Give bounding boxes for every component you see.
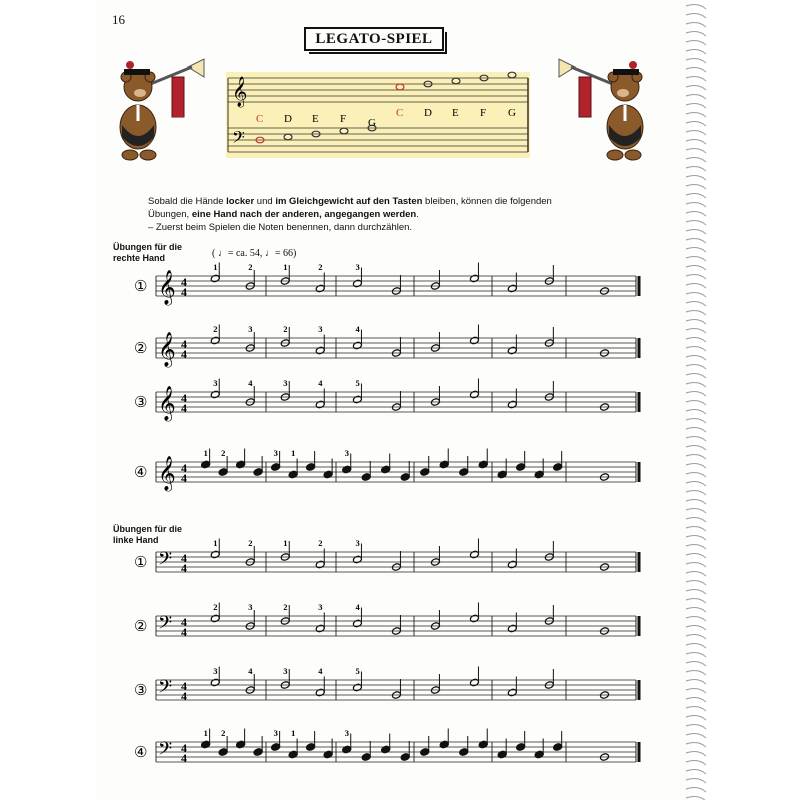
- exercise-number: ①: [134, 555, 148, 571]
- chart-letter-treble-e: E: [452, 107, 459, 119]
- fingering-number: 1: [291, 448, 296, 458]
- note-head: [210, 390, 220, 399]
- exercise-staff-rh-3: [134, 378, 639, 422]
- fingering-number: 3: [283, 378, 288, 388]
- note-head: [218, 748, 228, 757]
- fingering-number: 3: [213, 378, 218, 388]
- fingering-number: 5: [355, 666, 360, 676]
- exercise-number: ②: [134, 619, 148, 635]
- note-head: [553, 463, 563, 472]
- note-head: [352, 555, 362, 564]
- note-head: [507, 400, 517, 409]
- note-head: [534, 470, 544, 479]
- fingering-number: 3: [283, 666, 288, 676]
- note-head: [253, 748, 263, 757]
- note-head: [459, 748, 469, 757]
- note-head: [352, 395, 362, 404]
- exercise-staff-rh-2: [134, 324, 639, 368]
- note-head: [253, 468, 263, 477]
- fingering-number: 2: [248, 262, 253, 272]
- note-head: [507, 284, 517, 293]
- fingering-number: 2: [221, 448, 226, 458]
- note-head: [507, 560, 517, 569]
- time-signature-bottom: 4: [181, 751, 187, 765]
- note-head: [534, 750, 544, 759]
- chart-letter-bass-g: G: [368, 117, 376, 129]
- note-head: [507, 346, 517, 355]
- fingering-number: 3: [248, 602, 253, 612]
- time-signature-top: 4: [181, 741, 187, 755]
- fingering-number: 2: [213, 324, 218, 334]
- chart-bass-clef-icon: 𝄢: [232, 129, 245, 151]
- chart-treble-clef-icon: 𝄞: [232, 77, 248, 106]
- note-head: [459, 468, 469, 477]
- time-signature-bottom: 4: [181, 401, 187, 415]
- fingering-number: 3: [248, 324, 253, 334]
- fingering-number: 3: [355, 262, 360, 272]
- time-signature-top: 4: [181, 615, 187, 629]
- exercise-number: ④: [134, 745, 148, 761]
- exercise-number: ①: [134, 279, 148, 295]
- note-head: [288, 750, 298, 759]
- chart-letter-treble-c: C: [396, 107, 404, 119]
- left-hand-section-label: Übungen für die linke Hand: [113, 524, 182, 545]
- note-head: [210, 614, 220, 623]
- note-head: [315, 624, 325, 633]
- note-head: [342, 745, 352, 754]
- fingering-number: 1: [283, 538, 288, 548]
- treble-clef-icon: 𝄞: [158, 271, 176, 304]
- note-head: [323, 750, 333, 759]
- time-signature-top: 4: [181, 551, 187, 565]
- fingering-number: 4: [248, 378, 253, 388]
- fingering-number: 1: [291, 728, 296, 738]
- chart-letter-bass-c: C: [256, 113, 264, 125]
- fingering-number: 3: [318, 602, 323, 612]
- note-head: [352, 683, 362, 692]
- note-head: [210, 678, 220, 687]
- fingering-number: 3: [355, 538, 360, 548]
- fingering-number: 2: [318, 538, 323, 548]
- chart-letter-bass-d: D: [284, 113, 292, 125]
- time-signature-bottom: 4: [181, 561, 187, 575]
- note-head: [497, 470, 507, 479]
- intro-line-2: Übungen, eine Hand nach der anderen, angegangen werden.: [148, 209, 419, 220]
- time-signature-top: 4: [181, 337, 187, 351]
- note-head: [469, 274, 479, 283]
- fingering-number: 5: [355, 378, 360, 388]
- fingering-number: 1: [283, 262, 288, 272]
- time-signature-top: 4: [181, 679, 187, 693]
- fingering-number: 1: [203, 448, 208, 458]
- note-head: [516, 743, 526, 752]
- time-signature-bottom: 4: [181, 347, 187, 361]
- note-head: [201, 740, 211, 749]
- note-head: [271, 463, 281, 472]
- treble-clef-icon: 𝄞: [158, 333, 176, 366]
- chart-letter-bass-e: E: [312, 113, 319, 125]
- fingering-number: 4: [248, 666, 253, 676]
- fingering-number: 2: [283, 602, 288, 612]
- exercise-number: ④: [134, 465, 148, 481]
- note-head: [497, 750, 507, 759]
- treble-clef-icon: 𝄞: [158, 387, 176, 420]
- exercise-staff-rh-1: [134, 262, 639, 306]
- note-head: [469, 678, 479, 687]
- time-signature-bottom: 4: [181, 625, 187, 639]
- intro-line-3: – Zuerst beim Spielen die Noten benennen, dann durchzählen.: [148, 222, 413, 233]
- note-head: [381, 465, 391, 474]
- note-head: [210, 274, 220, 283]
- bass-clef-icon: 𝄢: [158, 612, 173, 637]
- time-signature-bottom: 4: [181, 471, 187, 485]
- fingering-number: 3: [344, 448, 349, 458]
- note-head: [210, 336, 220, 345]
- exercise-staff-rh-4: [134, 448, 639, 492]
- bass-clef-icon: 𝄢: [158, 548, 173, 573]
- treble-clef-icon: 𝄞: [158, 457, 176, 490]
- note-head: [288, 470, 298, 479]
- note-head: [469, 550, 479, 559]
- note-head: [271, 743, 281, 752]
- note-head: [469, 336, 479, 345]
- note-head: [236, 740, 246, 749]
- exercise-number: ③: [134, 683, 148, 699]
- note-head: [381, 745, 391, 754]
- chart-letter-treble-d: D: [424, 107, 432, 119]
- note-head: [361, 473, 371, 482]
- fingering-number: 3: [344, 728, 349, 738]
- fingering-number: 4: [318, 378, 323, 388]
- note-head: [315, 400, 325, 409]
- note-head: [315, 284, 325, 293]
- fingering-number: 4: [355, 602, 360, 612]
- fingering-number: 3: [213, 666, 218, 676]
- tempo-marking: ( ♩= ca. 54, ♩= 66): [212, 248, 297, 259]
- note-head: [439, 460, 449, 469]
- note-head: [315, 688, 325, 697]
- note-head: [400, 473, 410, 482]
- note-head: [507, 624, 517, 633]
- note-head: [236, 460, 246, 469]
- time-signature-top: 4: [181, 391, 187, 405]
- fingering-number: 2: [318, 262, 323, 272]
- note-head: [306, 743, 316, 752]
- note-head: [478, 740, 488, 749]
- page-number: 16: [112, 12, 125, 27]
- note-head: [306, 463, 316, 472]
- exercise-staff-lh-4: [134, 728, 639, 765]
- fingering-number: 3: [318, 324, 323, 334]
- exercise-staff-lh-2: [134, 602, 639, 639]
- note-head: [478, 460, 488, 469]
- note-head: [315, 560, 325, 569]
- note-head: [516, 463, 526, 472]
- fingering-number: 2: [248, 538, 253, 548]
- note-head: [352, 279, 362, 288]
- exercise-number: ②: [134, 341, 148, 357]
- fingering-number: 1: [213, 538, 218, 548]
- note-head: [420, 468, 430, 477]
- note-head: [439, 740, 449, 749]
- time-signature-bottom: 4: [181, 285, 187, 299]
- exercise-number: ③: [134, 395, 148, 411]
- note-head: [210, 550, 220, 559]
- fingering-number: 2: [221, 728, 226, 738]
- fingering-number: 1: [213, 262, 218, 272]
- chart-letter-bass-f: F: [340, 113, 347, 125]
- chart-letter-treble-f: F: [480, 107, 487, 119]
- fingering-number: 3: [273, 728, 278, 738]
- time-signature-bottom: 4: [181, 689, 187, 703]
- exercise-staff-lh-1: [134, 538, 639, 575]
- fingering-number: 1: [203, 728, 208, 738]
- fingering-number: 2: [213, 602, 218, 612]
- bass-clef-icon: 𝄢: [158, 738, 173, 763]
- note-head: [323, 470, 333, 479]
- note-head: [352, 619, 362, 628]
- page-title-text: LEGATO-SPIEL: [315, 30, 433, 47]
- fingering-number: 2: [283, 324, 288, 334]
- right-hand-section-label: Übungen für die rechte Hand: [113, 242, 182, 263]
- intro-line-1: Sobald die Hände locker und im Gleichgewicht auf den Tasten bleiben, können die folgenden: [148, 196, 552, 207]
- chart-letter-treble-g: G: [508, 107, 516, 119]
- note-head: [420, 748, 430, 757]
- note-head: [361, 753, 371, 762]
- note-head: [218, 468, 228, 477]
- note-head: [315, 346, 325, 355]
- time-signature-top: 4: [181, 275, 187, 289]
- note-head: [342, 465, 352, 474]
- note-head: [352, 341, 362, 350]
- fingering-number: 4: [318, 666, 323, 676]
- fingering-number: 4: [355, 324, 360, 334]
- time-signature-top: 4: [181, 461, 187, 475]
- exercise-staff-lh-3: [134, 666, 639, 703]
- fingering-number: 3: [273, 448, 278, 458]
- bass-clef-icon: 𝄢: [158, 676, 173, 701]
- note-head: [201, 460, 211, 469]
- note-head: [553, 743, 563, 752]
- note-head: [469, 614, 479, 623]
- note-head: [507, 688, 517, 697]
- note-head: [469, 390, 479, 399]
- note-head: [400, 753, 410, 762]
